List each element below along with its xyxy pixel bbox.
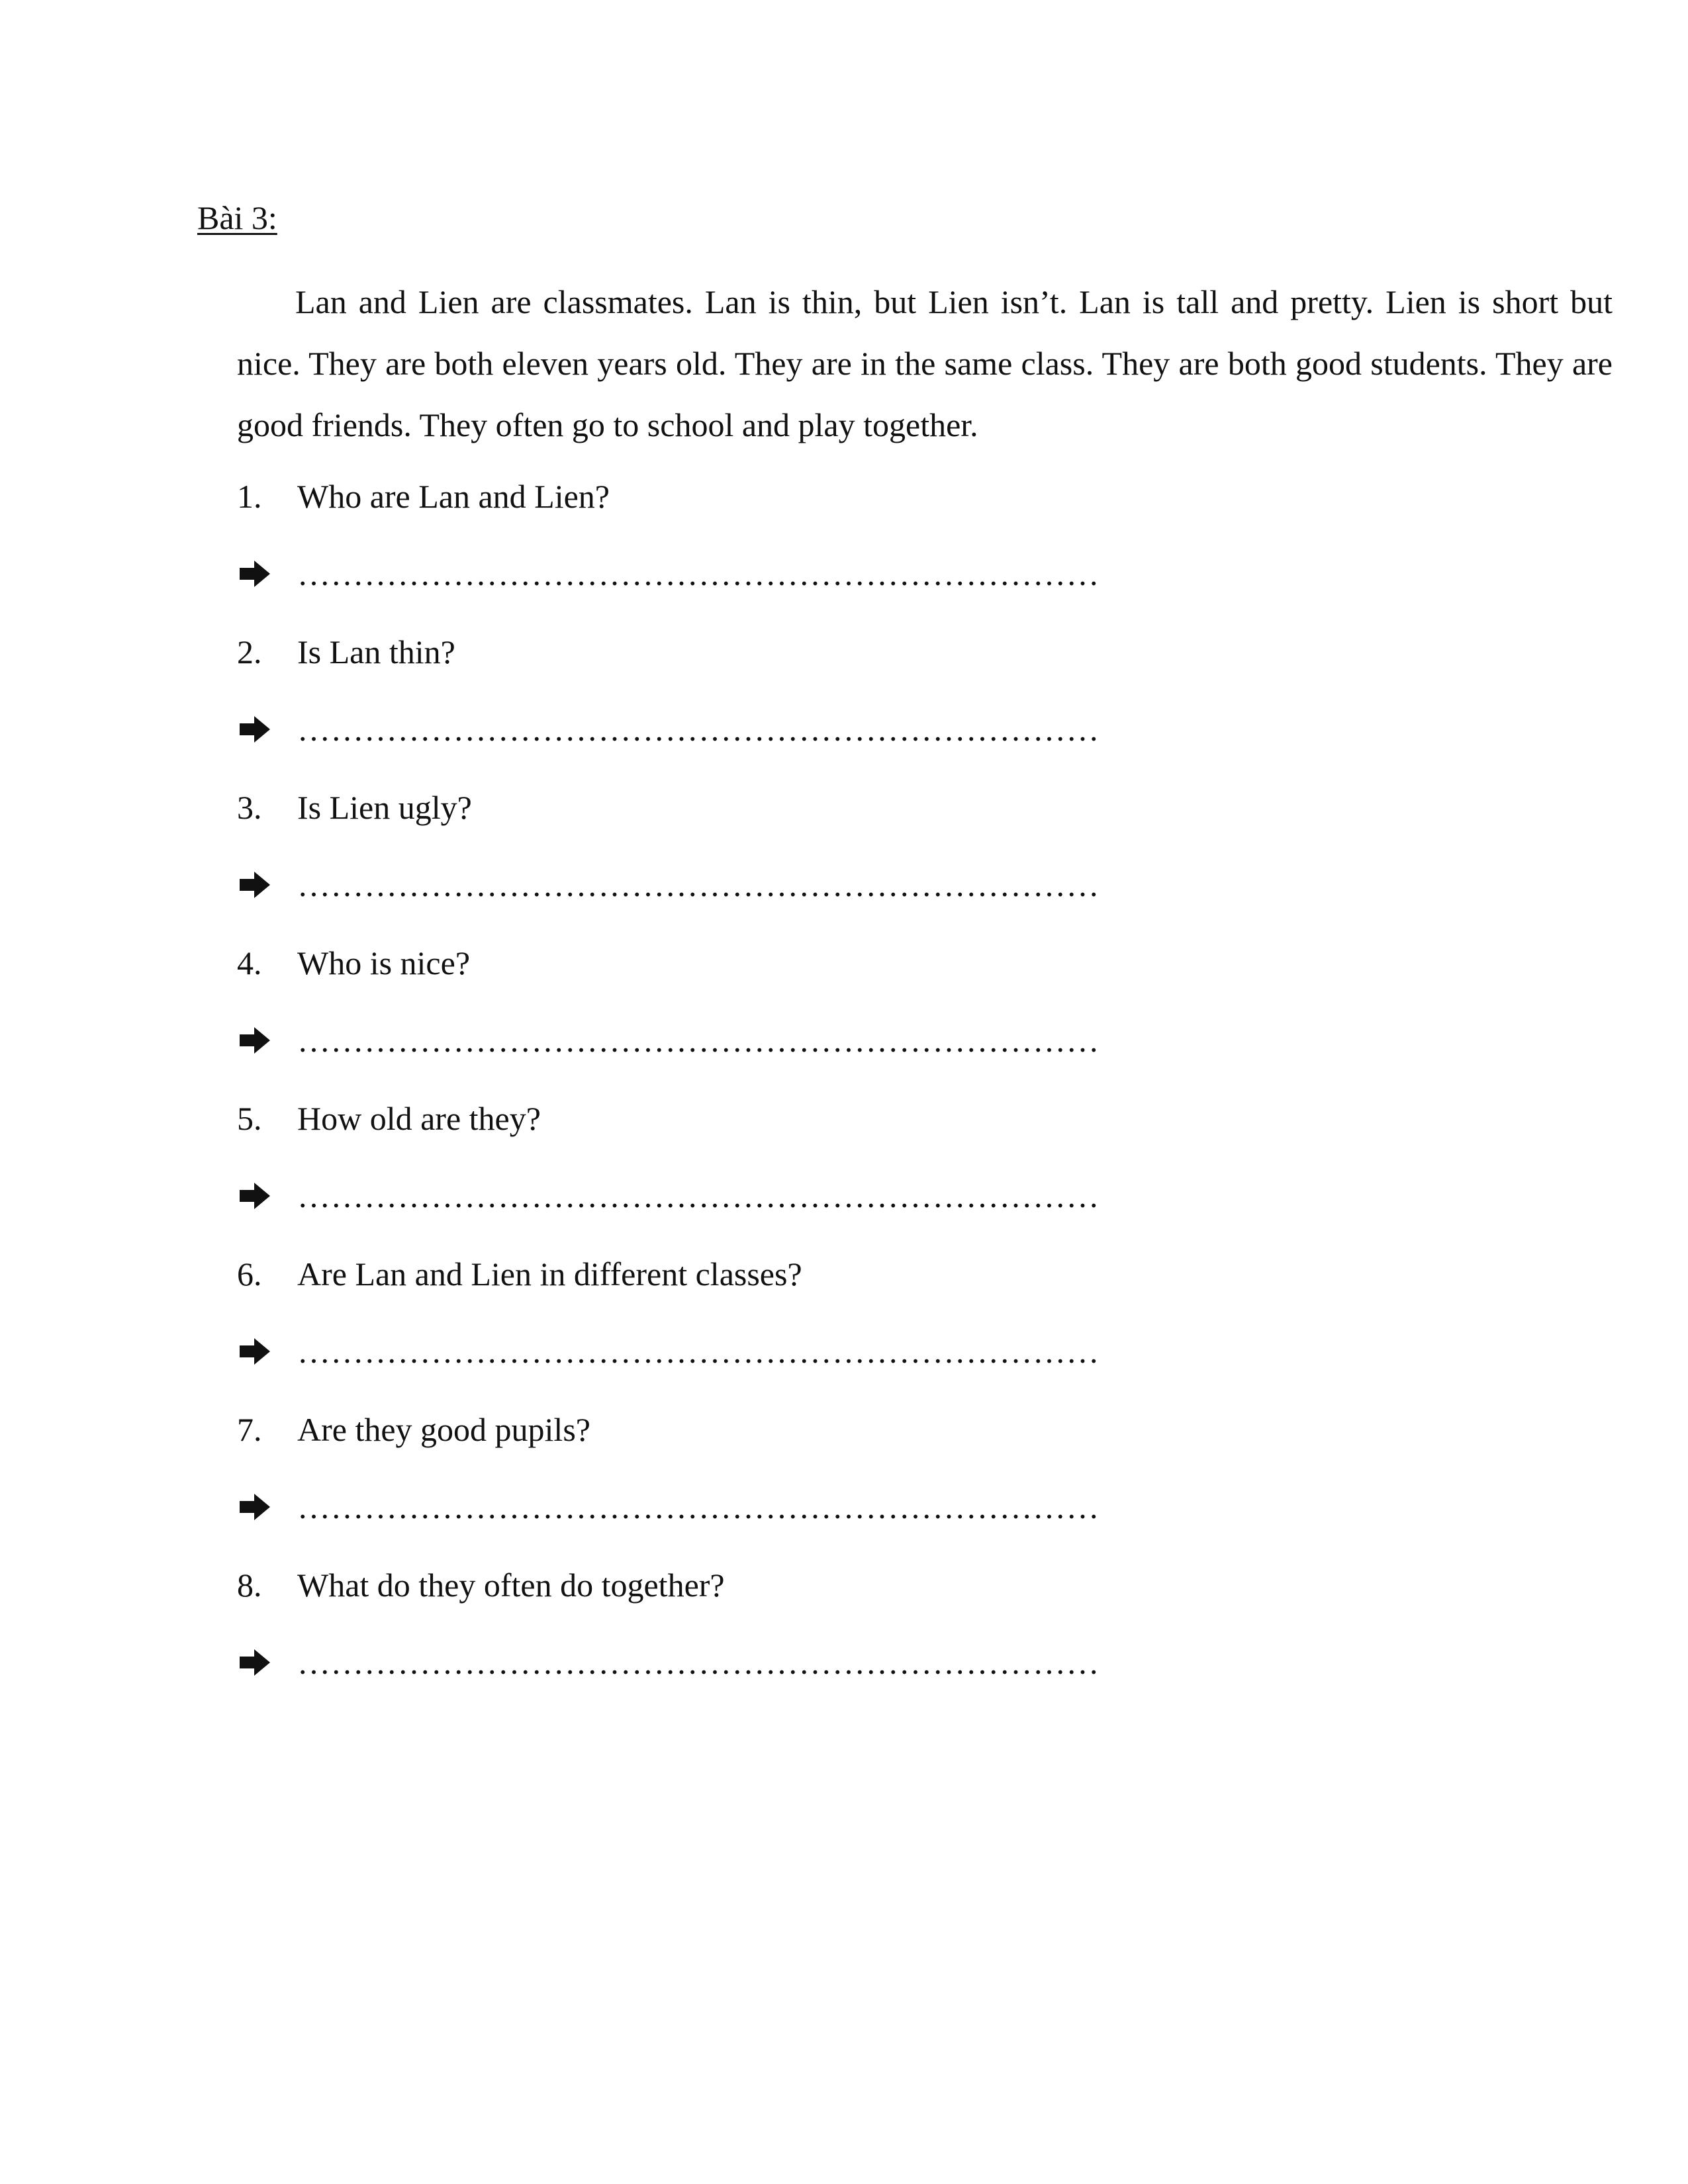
answer-blank[interactable]: ………………………………………………………………: [297, 1177, 1100, 1214]
answer-blank[interactable]: ………………………………………………………………: [297, 555, 1100, 592]
arrow-right-icon: [237, 1334, 273, 1369]
answer-blank[interactable]: ………………………………………………………………: [297, 711, 1100, 748]
question-number: 6.: [237, 1255, 262, 1293]
question-text: Is Lan thin?: [297, 633, 455, 670]
arrow-right-icon: [237, 1489, 273, 1525]
question-number: 1.: [237, 478, 262, 515]
reading-passage: Lan and Lien are classmates. Lan is thin, but Lien isn’t. Lan is tall and pretty. Lien is short but nice. They are both eleven years old. They are in the same class. They are both good students. They are good friends. They often go to school and play together.: [237, 283, 1613, 443]
question-number: 2.: [237, 633, 262, 670]
arrow-right-icon: [237, 1023, 273, 1058]
arrow-right-icon: [237, 711, 273, 747]
arrow-right-icon: [237, 556, 273, 592]
question-number: 7.: [237, 1411, 262, 1448]
answer-blank[interactable]: ………………………………………………………………: [297, 1488, 1100, 1525]
arrow-right-icon: [237, 1178, 273, 1214]
answer-blank[interactable]: ………………………………………………………………: [297, 1333, 1100, 1370]
question-text: What do they often do together?: [297, 1567, 725, 1604]
question-text: Who are Lan and Lien?: [297, 478, 610, 515]
answer-blank[interactable]: ………………………………………………………………: [297, 1644, 1100, 1681]
question-text: Who is nice?: [297, 944, 471, 981]
question-number: 3.: [237, 789, 262, 826]
question-number: 5.: [237, 1100, 262, 1137]
arrow-right-icon: [237, 867, 273, 903]
question-text: Is Lien ugly?: [297, 789, 472, 826]
answer-blank[interactable]: ………………………………………………………………: [297, 1022, 1100, 1059]
arrow-right-icon: [237, 1645, 273, 1680]
question-text: How old are they?: [297, 1100, 541, 1137]
question-text: Are Lan and Lien in different classes?: [297, 1255, 802, 1293]
question-number: 8.: [237, 1567, 262, 1604]
exercise-heading: Bài 3:: [197, 199, 277, 236]
question-number: 4.: [237, 944, 262, 981]
answer-blank[interactable]: ………………………………………………………………: [297, 866, 1100, 903]
question-text: Are they good pupils?: [297, 1411, 590, 1448]
